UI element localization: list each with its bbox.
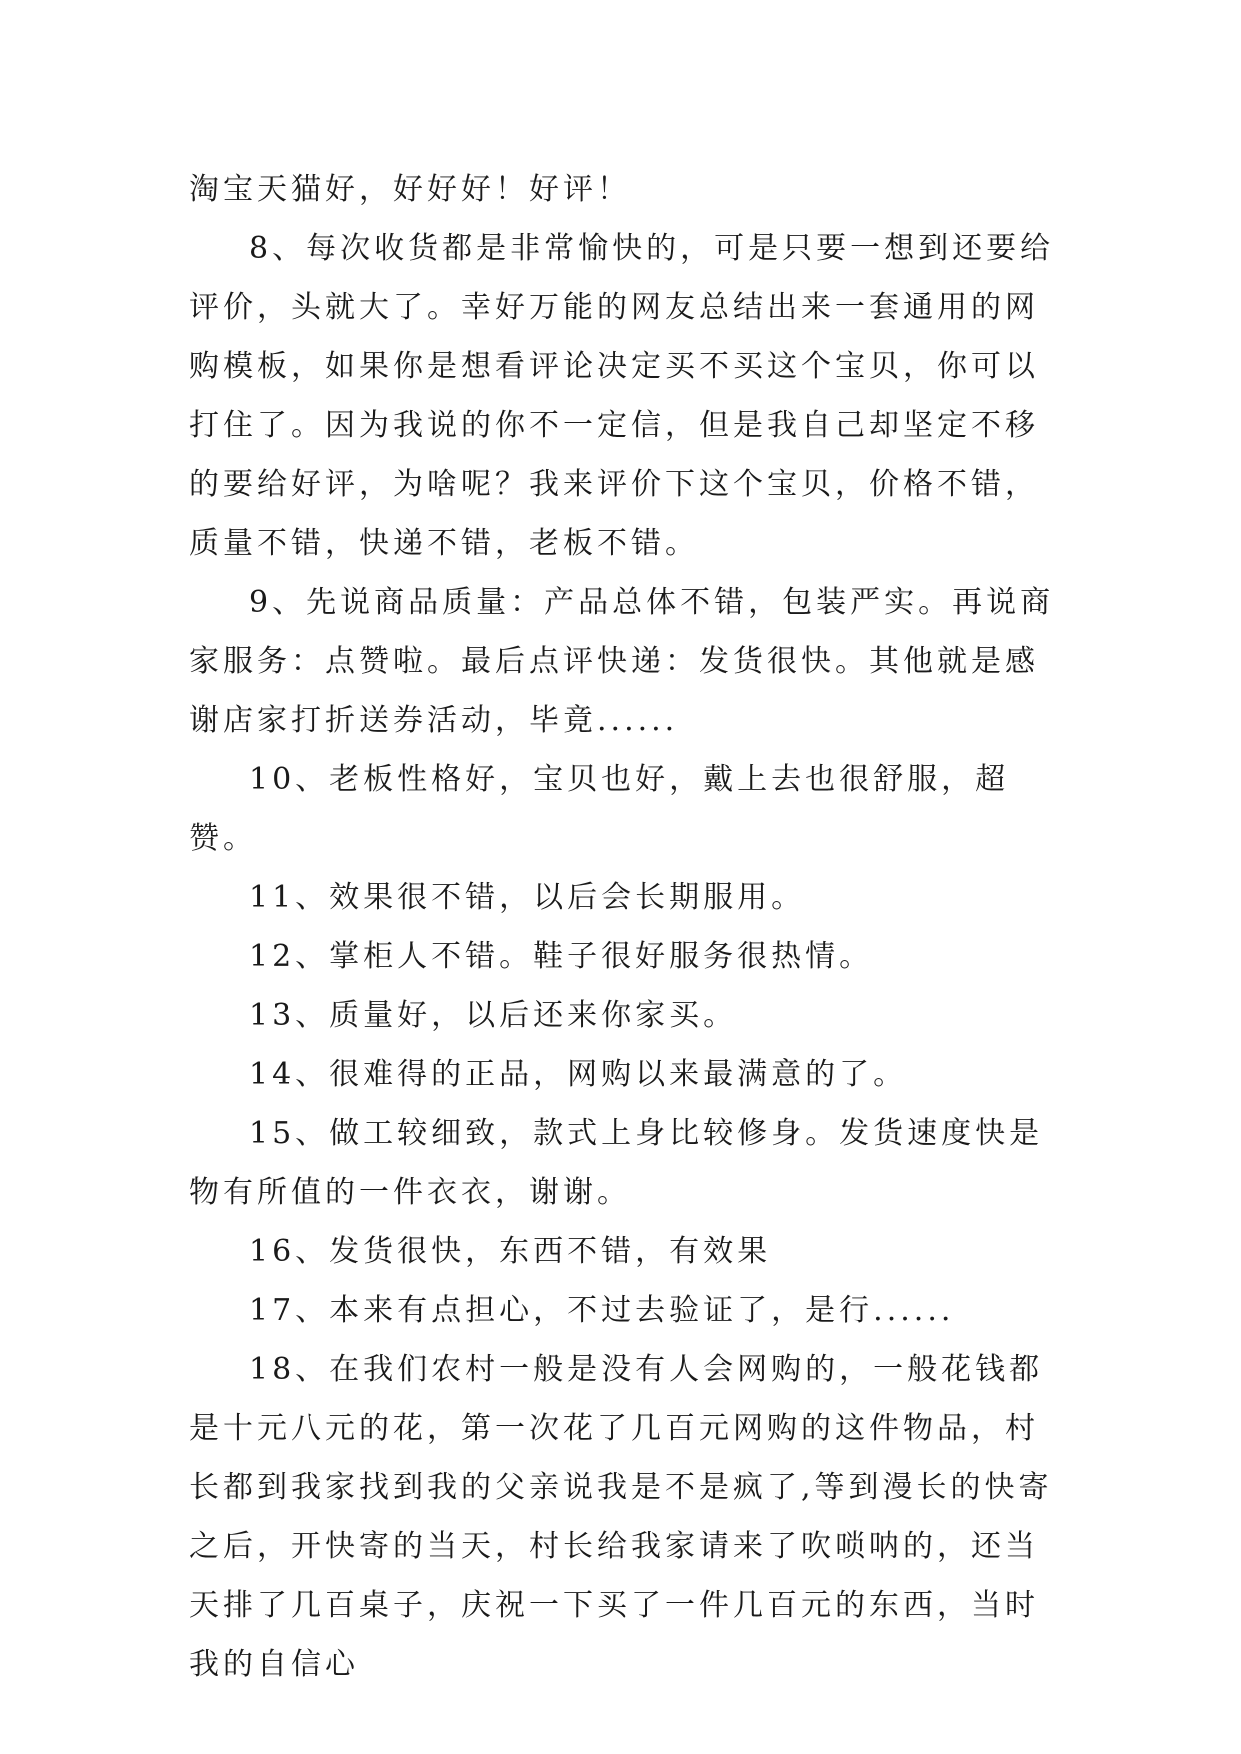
paragraph-review-12: 12、掌柜人不错。鞋子很好服务很热情。 xyxy=(249,939,874,974)
paragraph-continuation: 淘宝天猫好，好好好！好评！ xyxy=(189,172,631,207)
paragraph-review-17: 17、本来有点担心，不过去验证了，是行...... xyxy=(249,1293,955,1328)
paragraph-review-13: 13、质量好，以后还来你家买。 xyxy=(249,998,738,1033)
paragraph-review-8: 8、每次收货都是非常愉快的，可是只要一想到还要给评价，头就大了。幸好万能的网友总结出来一套通用的网购模板，如果你是想看评论决定买不买这个宝贝，你可以打住了。因为我说的你不一定信，但是我自己却坚定不移的要给好评，为啥呢？我来评价下这个宝贝，价格不错，质量不错，快递不错，老板不错。 xyxy=(189,231,1055,561)
paragraph-review-14: 14、很难得的正品，网购以来最满意的了。 xyxy=(249,1057,908,1092)
paragraph-review-10: 10、老板性格好，宝贝也好，戴上去也很舒服，超赞。 xyxy=(189,762,1010,856)
paragraph-review-16: 16、发货很快，东西不错，有效果 xyxy=(249,1234,772,1269)
document-body xyxy=(189,160,1069,1694)
paragraph-review-18: 18、在我们农村一般是没有人会网购的，一般花钱都是十元八元的花，第一次花了几百元网购的这件物品，村长都到我家找到我的父亲说我是不是疯了,等到漫长的快寄之后，开快寄的当天，村长给我家请来了吹唢呐的，还当天排了几百桌子，庆祝一下买了一件几百元的东西，当时我的自信心 xyxy=(189,1352,1053,1682)
paragraph-review-11: 11、效果很不错，以后会长期服用。 xyxy=(249,880,806,915)
paragraph-review-9: 9、先说商品质量：产品总体不错，包装严实。再说商家服务：点赞啦。最后点评快递：发货很快。其他就是感谢店家打折送券活动，毕竟...... xyxy=(189,585,1055,738)
paragraph-review-15: 15、做工较细致，款式上身比较修身。发货速度快是物有所值的一件衣衣，谢谢。 xyxy=(189,1116,1044,1210)
